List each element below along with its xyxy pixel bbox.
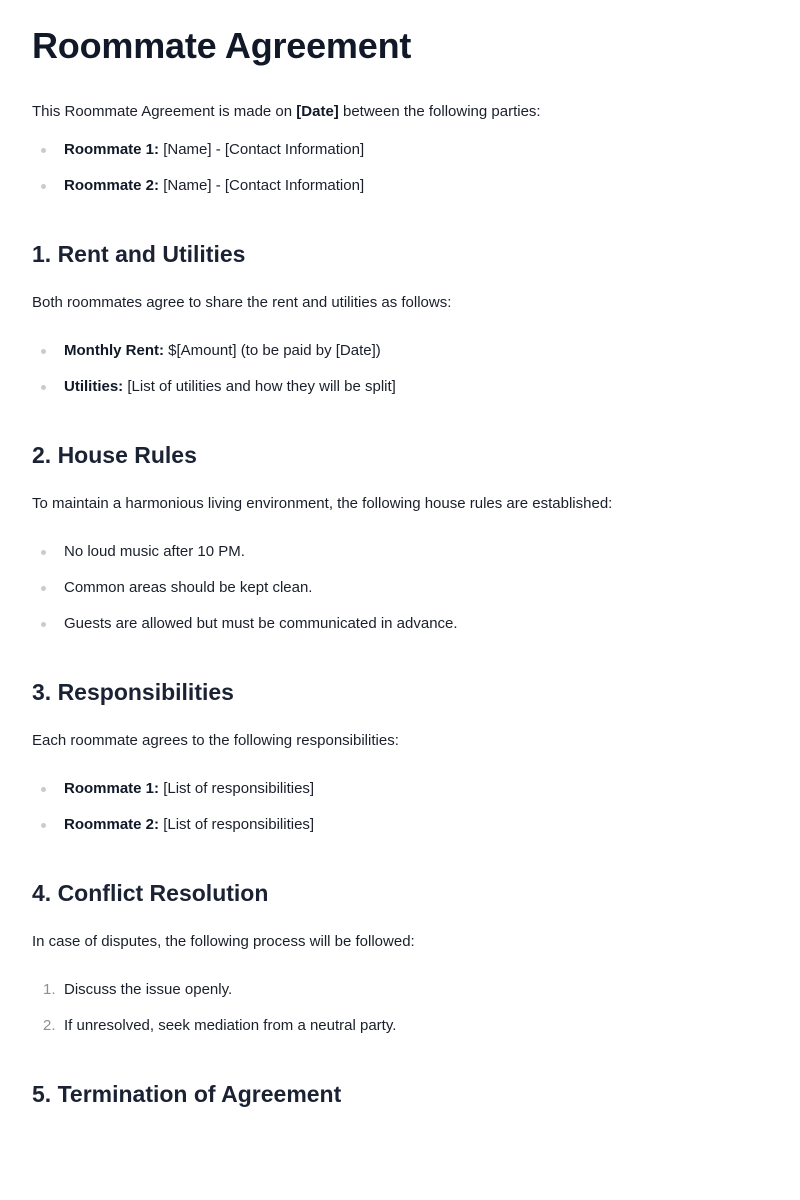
item-text: [List of responsibilities] <box>159 816 315 833</box>
bullet-icon <box>41 385 46 390</box>
section-heading: 3. Responsibilities <box>32 679 234 705</box>
rent-list <box>32 341 768 397</box>
item-label: Utilities: <box>64 378 124 395</box>
bullet-icon <box>41 148 46 153</box>
item-label: Monthly Rent: <box>64 342 164 359</box>
item-text: Discuss the issue openly. <box>64 981 233 998</box>
section-conflict-resolution <box>32 878 768 1036</box>
rules-list <box>32 542 768 634</box>
intro-paragraph <box>32 102 768 122</box>
document-title: Roommate Agreement <box>32 25 412 66</box>
list-item <box>32 578 768 598</box>
intro-date: [Date] <box>296 103 339 120</box>
section-heading: 1. Rent and Utilities <box>32 241 246 267</box>
list-item <box>32 140 768 160</box>
bullet-icon <box>41 184 46 189</box>
list-number: 1. <box>43 981 56 998</box>
list-item <box>32 176 768 196</box>
list-item <box>32 815 768 835</box>
section-termination <box>32 1079 768 1109</box>
conflict-steps-list <box>32 980 768 1036</box>
parties-list <box>32 140 768 196</box>
item-text: $[Amount] (to be paid by [Date]) <box>163 342 381 359</box>
bullet-icon <box>41 622 46 627</box>
intro-text-after: between the following parties: <box>338 103 541 120</box>
section-heading: 5. Termination of Agreement <box>32 1081 342 1107</box>
bullet-icon <box>41 787 46 792</box>
intro-text-before: This Roommate Agreement is made on <box>32 103 297 120</box>
list-item <box>32 779 768 799</box>
item-text: Guests are allowed but must be communicated in advance. <box>64 615 458 632</box>
item-text: [Name] - [Contact Information] <box>159 177 365 194</box>
list-item <box>32 377 768 397</box>
list-number: 2. <box>43 1017 56 1034</box>
section-heading: 4. Conflict Resolution <box>32 880 269 906</box>
list-item <box>32 542 768 562</box>
item-text: Common areas should be kept clean. <box>64 579 313 596</box>
item-text: If unresolved, seek mediation from a neutral party. <box>64 1017 397 1034</box>
item-text: [Name] - [Contact Information] <box>159 141 365 158</box>
section-text: Both roommates agree to share the rent and utilities as follows: <box>32 294 452 311</box>
responsibilities-list <box>32 779 768 835</box>
bullet-icon <box>41 550 46 555</box>
section-text: To maintain a harmonious living environment, the following house rules are established: <box>32 495 613 512</box>
bullet-icon <box>41 586 46 591</box>
bullet-icon <box>41 349 46 354</box>
item-text: [List of utilities and how they will be split] <box>123 378 396 395</box>
item-label: Roommate 2: <box>64 816 160 833</box>
bullet-icon <box>41 823 46 828</box>
section-rent-utilities <box>32 239 768 397</box>
section-text: In case of disputes, the following process will be followed: <box>32 933 415 950</box>
item-text: No loud music after 10 PM. <box>64 543 245 560</box>
list-item <box>32 614 768 634</box>
section-heading: 2. House Rules <box>32 442 197 468</box>
section-house-rules <box>32 440 768 634</box>
item-label: Roommate 1: <box>64 780 160 797</box>
item-label: Roommate 2: <box>64 177 160 194</box>
list-item <box>32 980 768 1000</box>
item-text: [List of responsibilities] <box>159 780 315 797</box>
list-item <box>32 341 768 361</box>
item-label: Roommate 1: <box>64 141 160 158</box>
list-item <box>32 1016 768 1036</box>
section-responsibilities <box>32 677 768 835</box>
section-text: Each roommate agrees to the following responsibilities: <box>32 732 399 749</box>
